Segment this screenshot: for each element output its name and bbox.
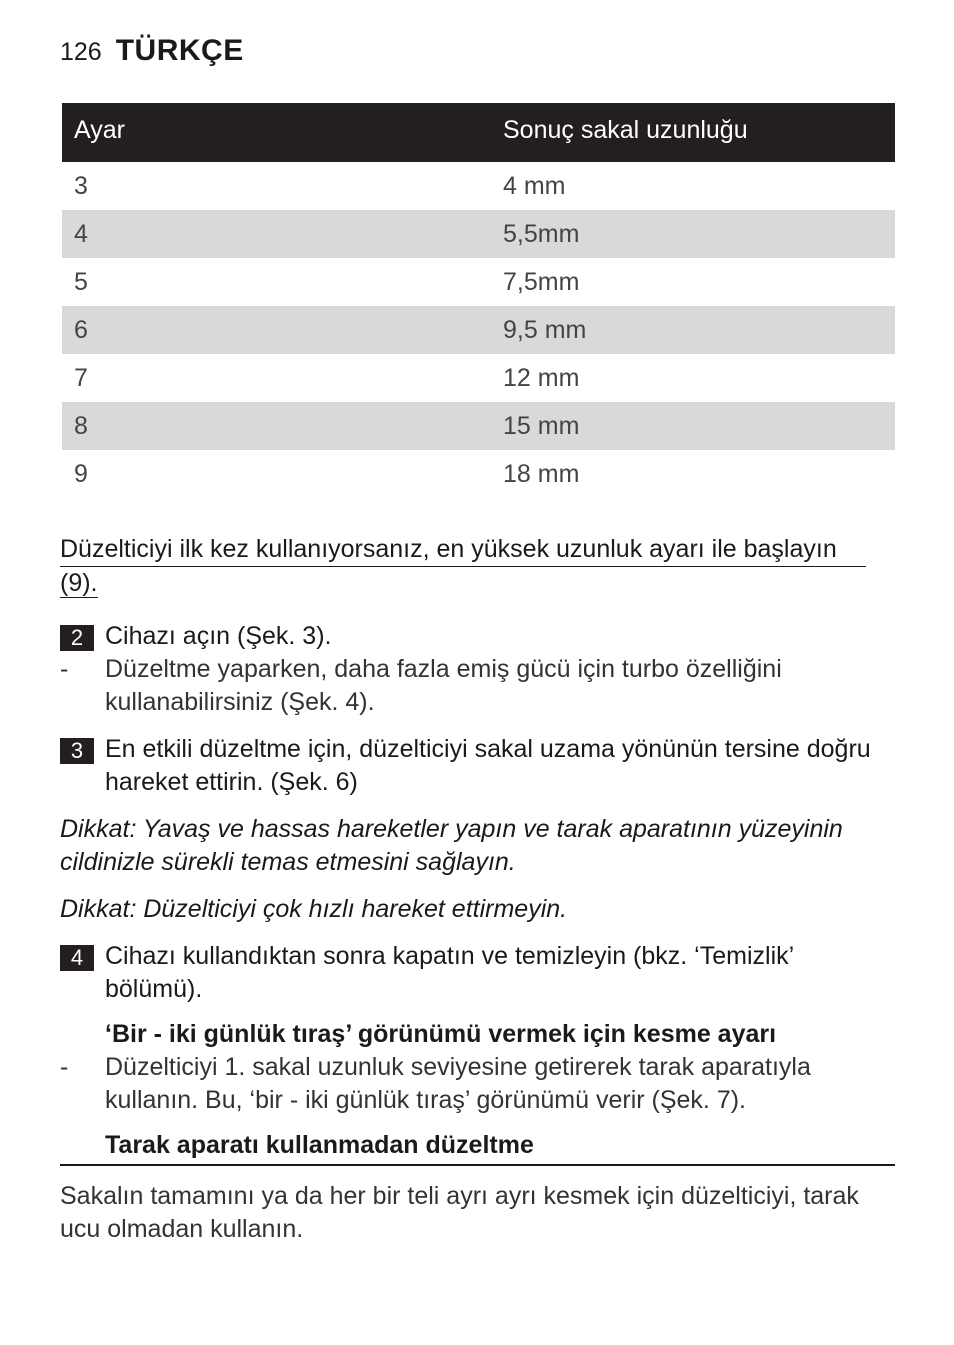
section-heading-stubble: ‘Bir - iki günlük tıraş’ görünümü vermek için kesme ayarı xyxy=(105,1020,777,1048)
bullet-item xyxy=(60,653,895,719)
table-cell-length: 12 mm xyxy=(503,363,580,392)
step-number-badge: 2 xyxy=(60,625,94,651)
step-text: En etkili düzeltme için, düzelticiyi sakal uzama yönünün tersine doğru hareket ettirin. (Şek. 6) xyxy=(105,735,871,796)
page-number: 126 xyxy=(60,38,102,66)
table-cell-length: 5,5mm xyxy=(491,210,895,258)
bullet-text: Düzeltme yaparken, daha fazla emiş gücü için turbo özelliğini kullanabilirsiniz (Şek. 4). xyxy=(105,655,782,716)
table-cell-setting: 5 xyxy=(74,267,88,296)
table-cell-setting: 9 xyxy=(74,459,88,488)
settings-table xyxy=(62,103,895,498)
step-4 xyxy=(60,940,895,1006)
bullet-dash: - xyxy=(60,655,69,683)
bullet-text: Düzelticiyi 1. sakal uzunluk seviyesine getirerek tarak aparatıyla kullanın. Bu, ‘bir - iki günlük tıraş’ görünümü verir (Şek. 7). xyxy=(105,1053,811,1114)
table-cell-length: 9,5 mm xyxy=(491,306,895,354)
step-number-badge: 3 xyxy=(60,738,94,764)
table-row xyxy=(62,162,895,210)
first-use-note-line2: (9). xyxy=(60,569,98,597)
table-cell-setting: 4 xyxy=(62,210,491,258)
step-text: Cihazı açın (Şek. 3). xyxy=(105,622,332,650)
final-paragraph: Sakalın tamamını ya da her bir teli ayrı ayrı kesmek için düzelticiyi, tarak ucu olmadan kullanın. xyxy=(60,1182,859,1243)
step-number-badge: 4 xyxy=(60,945,94,971)
column-header-setting: Ayar xyxy=(62,103,491,162)
step-3 xyxy=(60,733,895,799)
step-text: Cihazı kullandıktan sonra kapatın ve temizleyin (bkz. ‘Temizlik’ bölümü). xyxy=(105,942,794,1003)
table-cell-length: 15 mm xyxy=(491,402,895,450)
table-row xyxy=(62,450,895,498)
bullet-dash: - xyxy=(60,1053,69,1081)
table-row xyxy=(62,306,895,354)
table-cell-setting: 8 xyxy=(62,402,491,450)
bullet-item xyxy=(60,1051,895,1117)
page-content xyxy=(60,533,895,1246)
page-header xyxy=(60,34,244,68)
column-header-length: Sonuç sakal uzunluğu xyxy=(491,103,895,162)
table-cell-setting: 6 xyxy=(62,306,491,354)
table-cell-length: 18 mm xyxy=(503,459,580,488)
page-language-title: TÜRKÇE xyxy=(115,34,244,67)
table-row xyxy=(62,354,895,402)
caution-note-1: Dikkat: Yavaş ve hassas hareketler yapın ve tarak aparatının yüzeyinin cildinizle sürekli temas etmesini sağlayın. xyxy=(60,815,843,876)
table-row xyxy=(62,210,895,258)
table-row xyxy=(62,258,895,306)
step-2 xyxy=(60,620,895,653)
table-header-row xyxy=(62,103,895,162)
table-cell-length: 7,5mm xyxy=(503,267,580,296)
table-cell-length: 4 mm xyxy=(503,171,566,200)
first-use-note-line1: Düzelticiyi ilk kez kullanıyorsanız, en yüksek uzunluk ayarı ile başlayın xyxy=(60,533,866,567)
first-use-note xyxy=(60,533,866,602)
table-cell-setting: 7 xyxy=(74,363,88,392)
table-row xyxy=(62,402,895,450)
section-heading-no-comb: Tarak aparatı kullanmadan düzeltme xyxy=(60,1129,895,1166)
table-cell-setting: 3 xyxy=(74,171,88,200)
caution-note-2: Dikkat: Düzelticiyi çok hızlı hareket ettirmeyin. xyxy=(60,895,568,923)
